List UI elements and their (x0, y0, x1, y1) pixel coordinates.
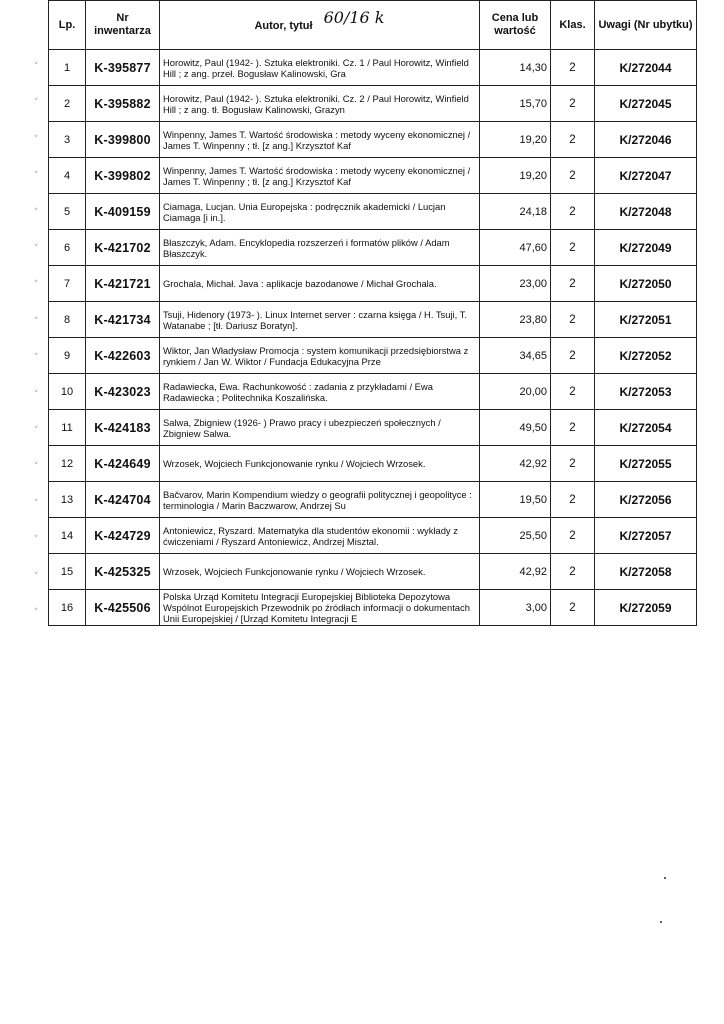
table-row (49, 518, 697, 554)
cell-uwagi: K/272053 (595, 374, 697, 410)
header-nr-inwentarza (86, 1, 160, 50)
table-row (49, 374, 697, 410)
cell-cena: 3,00 (480, 590, 551, 626)
table-row (49, 158, 697, 194)
margin-tick-mark: ˅ (34, 498, 39, 509)
cell-cena: 34,65 (480, 338, 551, 374)
margin-tick-mark: ˅ (34, 608, 39, 618)
cell-klas: 2 (551, 410, 595, 446)
cell-lp: 2 (49, 86, 86, 122)
cell-nr-inwentarza: K-424183 (86, 410, 160, 446)
table-row (49, 50, 697, 86)
cell-nr-inwentarza: K-424729 (86, 518, 160, 554)
margin-tick-mark: ˅ (34, 571, 39, 582)
header-nr-line2: inwentarza (94, 25, 151, 37)
cell-nr-inwentarza: K-421734 (86, 302, 160, 338)
table-row (49, 86, 697, 122)
margin-tick-mark: ˅ (34, 535, 39, 546)
cell-klas: 2 (551, 482, 595, 518)
cell-cena: 15,70 (480, 86, 551, 122)
cell-lp: 9 (49, 338, 86, 374)
table-row (49, 194, 697, 230)
inventory-table (48, 0, 697, 626)
table-row (49, 482, 697, 518)
margin-tick-mark: ˅ (34, 244, 39, 254)
scan-speck (660, 921, 662, 923)
cell-klas: 2 (551, 338, 595, 374)
cell-uwagi: K/272048 (595, 194, 697, 230)
cell-lp: 4 (49, 158, 86, 194)
header-klas: Klas. (551, 1, 595, 50)
table-row (49, 302, 697, 338)
cell-lp: 8 (49, 302, 86, 338)
cell-lp: 16 (49, 590, 86, 626)
cell-autor-tytul: Horowitz, Paul (1942- ). Sztuka elektroniki. Cz. 2 / Paul Horowitz, Winfield Hill ; z ang. tł. Bogusław Kalinowski, Grazyn (160, 86, 480, 122)
cell-lp: 5 (49, 194, 86, 230)
cell-klas: 2 (551, 374, 595, 410)
cell-cena: 19,50 (480, 482, 551, 518)
cell-nr-inwentarza: K-395882 (86, 86, 160, 122)
scan-speck (664, 877, 666, 879)
cell-lp: 12 (49, 446, 86, 482)
table-row (49, 266, 697, 302)
cell-klas: 2 (551, 194, 595, 230)
cell-autor-tytul: Polska Urząd Komitetu Integracji Europejskiej Biblioteka Depozytowa Wspólnot Europejskich Przewodnik po źródłach informacji o dokumentach Unii Europejskiej / [Urząd Komitetu Integracji E (160, 590, 480, 626)
cell-cena: 14,30 (480, 50, 551, 86)
handwritten-note: 60/16 k (323, 8, 385, 27)
cell-uwagi: K/272059 (595, 590, 697, 626)
cell-klas: 2 (551, 158, 595, 194)
cell-autor-tytul: Antoniewicz, Ryszard. Matematyka dla studentów ekonomii : wykłady z ćwiczeniami / Ryszard Antoniewicz, Andrzej Misztal. (160, 518, 480, 554)
cell-nr-inwentarza: K-399800 (86, 122, 160, 158)
margin-tick-mark: ˅ (34, 280, 39, 291)
cell-uwagi: K/272057 (595, 518, 697, 554)
header-autor-label: Autor, tytuł (254, 20, 313, 32)
header-cena (480, 1, 551, 50)
cell-cena: 19,20 (480, 158, 551, 194)
table-row (49, 554, 697, 590)
cell-autor-tytul: Radawiecka, Ewa. Rachunkowość : zadania z przykładami / Ewa Radawiecka ; Politechnika Koszalińska. (160, 374, 480, 410)
cell-klas: 2 (551, 230, 595, 266)
cell-cena: 42,92 (480, 446, 551, 482)
cell-lp: 14 (49, 518, 86, 554)
cell-autor-tytul: Winpenny, James T. Wartość środowiska : metody wyceny ekonomicznej / James T. Winpenny ; tł. [z ang.] Krzysztof Kaf (160, 158, 480, 194)
cell-lp: 3 (49, 122, 86, 158)
cell-klas: 2 (551, 446, 595, 482)
cell-uwagi: K/272056 (595, 482, 697, 518)
header-nr-line1: Nr (116, 12, 129, 24)
header-autor-tytul (160, 1, 480, 50)
cell-autor-tytul: Wrzosek, Wojciech Funkcjonowanie rynku / Wojciech Wrzosek. (160, 554, 480, 590)
cell-uwagi: K/272052 (595, 338, 697, 374)
cell-autor-tytul: Bačvarov, Marin Kompendium wiedzy o geografii politycznej i geopolityce : terminologia / Marin Baczwarow, Andrzej Su (160, 482, 480, 518)
cell-lp: 15 (49, 554, 86, 590)
cell-uwagi: K/272054 (595, 410, 697, 446)
cell-lp: 13 (49, 482, 86, 518)
cell-autor-tytul: Grochala, Michał. Java : aplikacje bazodanowe / Michał Grochala. (160, 266, 480, 302)
cell-uwagi: K/272047 (595, 158, 697, 194)
margin-tick-mark: ˅ (34, 426, 39, 436)
cell-nr-inwentarza: K-425506 (86, 590, 160, 626)
cell-lp: 10 (49, 374, 86, 410)
margin-tick-mark: ˅ (34, 98, 39, 109)
cell-cena: 23,00 (480, 266, 551, 302)
cell-nr-inwentarza: K-421721 (86, 266, 160, 302)
cell-cena: 47,60 (480, 230, 551, 266)
header-cena-line1: Cena lub (491, 12, 539, 24)
cell-uwagi: K/272051 (595, 302, 697, 338)
cell-autor-tytul: Błaszczyk, Adam. Encyklopedia rozszerzeń i formatów plików / Adam Błaszczyk. (160, 230, 480, 266)
margin-tick-mark: ˅ (34, 62, 39, 72)
table-row (49, 230, 697, 266)
cell-autor-tytul: Ciamaga, Lucjan. Unia Europejska : podręcznik akademicki / Lucjan Ciamaga [i in.]. (160, 194, 480, 230)
table-row (49, 338, 697, 374)
cell-cena: 20,00 (480, 374, 551, 410)
cell-klas: 2 (551, 302, 595, 338)
header-lp: Lp. (49, 1, 86, 50)
cell-nr-inwentarza: K-395877 (86, 50, 160, 86)
cell-nr-inwentarza: K-409159 (86, 194, 160, 230)
margin-tick-mark: ˅ (34, 171, 39, 182)
cell-lp: 7 (49, 266, 86, 302)
cell-uwagi: K/272045 (595, 86, 697, 122)
cell-klas: 2 (551, 122, 595, 158)
cell-autor-tytul: Wiktor, Jan Władysław Promocja : system komunikacji przedsiębiorstwa z rynkiem / Jan W. Wiktor / Fundacja Edukacyjna Prze (160, 338, 480, 374)
header-cena-line2: wartość (494, 25, 536, 37)
margin-tick-mark: ˅ (34, 316, 39, 327)
cell-klas: 2 (551, 86, 595, 122)
cell-klas: 2 (551, 554, 595, 590)
header-uwagi: Uwagi (Nr ubytku) (595, 1, 697, 50)
cell-cena: 25,50 (480, 518, 551, 554)
cell-klas: 2 (551, 590, 595, 626)
cell-nr-inwentarza: K-425325 (86, 554, 160, 590)
cell-lp: 11 (49, 410, 86, 446)
cell-nr-inwentarza: K-424649 (86, 446, 160, 482)
cell-cena: 42,92 (480, 554, 551, 590)
cell-uwagi: K/272049 (595, 230, 697, 266)
cell-cena: 19,20 (480, 122, 551, 158)
cell-nr-inwentarza: K-422603 (86, 338, 160, 374)
cell-uwagi: K/272058 (595, 554, 697, 590)
cell-uwagi: K/272044 (595, 50, 697, 86)
table-body (49, 50, 697, 626)
cell-nr-inwentarza: K-424704 (86, 482, 160, 518)
cell-autor-tytul: Tsuji, Hidenory (1973- ). Linux Internet server : czarna księga / H. Tsuji, T. Watanabe ; [tł. Dariusz Boratyn]. (160, 302, 480, 338)
table-row (49, 590, 697, 626)
cell-nr-inwentarza: K-423023 (86, 374, 160, 410)
cell-uwagi: K/272046 (595, 122, 697, 158)
cell-lp: 6 (49, 230, 86, 266)
cell-uwagi: K/272055 (595, 446, 697, 482)
cell-klas: 2 (551, 50, 595, 86)
header-row (49, 1, 697, 50)
cell-autor-tytul: Horowitz, Paul (1942- ). Sztuka elektroniki. Cz. 1 / Paul Horowitz, Winfield Hill ; z ang. przeł. Bogusław Kalinowski, Gra (160, 50, 480, 86)
cell-uwagi: K/272050 (595, 266, 697, 302)
margin-tick-mark: ˅ (34, 134, 39, 145)
cell-klas: 2 (551, 518, 595, 554)
cell-klas: 2 (551, 266, 595, 302)
table-row (49, 446, 697, 482)
margin-tick-mark: ˅ (34, 389, 39, 400)
cell-autor-tytul: Salwa, Zbigniew (1926- ) Prawo pracy i ubezpieczeń społecznych / Zbigniew Salwa. (160, 410, 480, 446)
cell-autor-tytul: Winpenny, James T. Wartość środowiska : metody wyceny ekonomicznej / James T. Winpenny ; tł. [z ang.] Krzysztof Kaf (160, 122, 480, 158)
table-row (49, 122, 697, 158)
margin-tick-mark: ˅ (34, 462, 39, 473)
cell-cena: 49,50 (480, 410, 551, 446)
margin-tick-mark: ˅ (34, 353, 39, 364)
table-row (49, 410, 697, 446)
cell-autor-tytul: Wrzosek, Wojciech Funkcjonowanie rynku / Wojciech Wrzosek. (160, 446, 480, 482)
cell-nr-inwentarza: K-421702 (86, 230, 160, 266)
margin-tick-mark: ˅ (34, 207, 39, 218)
cell-nr-inwentarza: K-399802 (86, 158, 160, 194)
cell-cena: 23,80 (480, 302, 551, 338)
cell-cena: 24,18 (480, 194, 551, 230)
cell-lp: 1 (49, 50, 86, 86)
